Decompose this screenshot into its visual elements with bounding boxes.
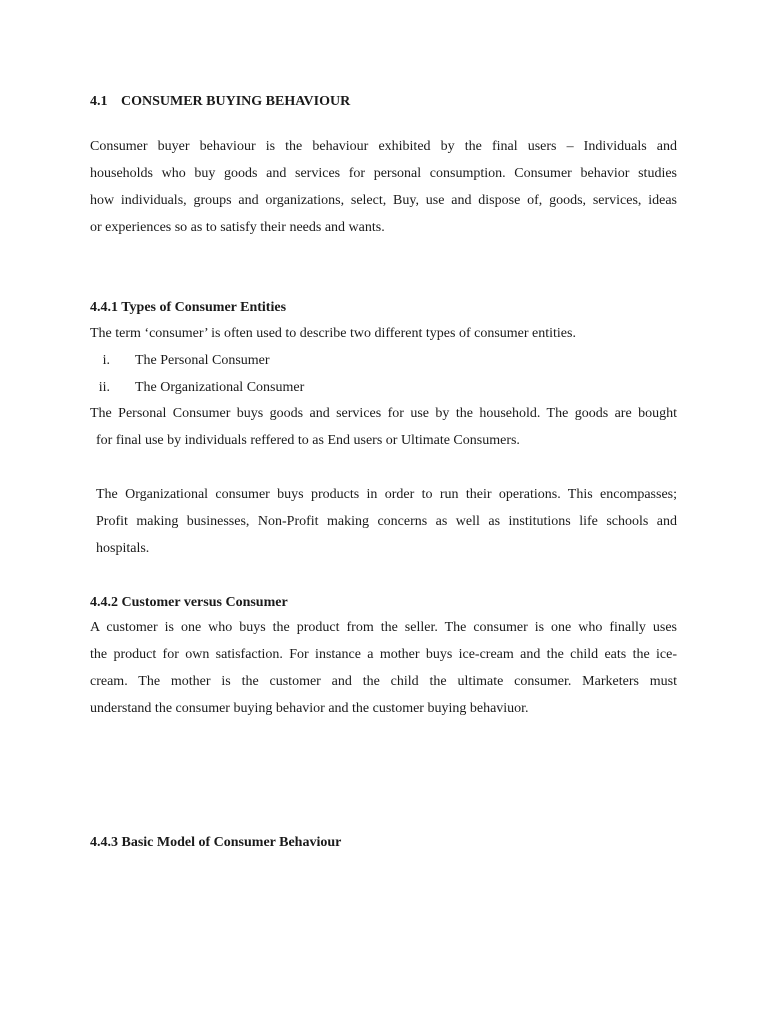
- paragraph-line: The Organizational consumer buys products in order to run their operations. This encompasses;: [96, 487, 677, 502]
- paragraph-line: Consumer buyer behaviour is the behaviour exhibited by the final users – Individuals and: [90, 139, 677, 154]
- paragraph-line: cream. The mother is the customer and the child the ultimate consumer. Marketers must: [90, 674, 677, 689]
- paragraph-line: Profit making businesses, Non-Profit making concerns as well as institutions life schools and: [96, 514, 677, 529]
- list-item-personal-consumer: [90, 347, 490, 374]
- paragraph-line: for final use by individuals reffered to as End users or Ultimate Consumers.: [96, 433, 520, 448]
- section-title: CONSUMER BUYING BEHAVIOUR: [121, 94, 351, 109]
- paragraph-line: hospitals.: [96, 541, 150, 556]
- paragraph-organizational-consumer: [96, 481, 677, 562]
- section-heading-4-1: [90, 94, 350, 110]
- list-item-text: The Personal Consumer: [135, 353, 270, 368]
- paragraph-line: households who buy goods and services for personal consumption. Consumer behavior studies: [90, 166, 677, 181]
- paragraph-line: understand the consumer buying behavior and the customer buying behaviuor.: [90, 701, 529, 716]
- list-marker: i.: [102, 353, 110, 368]
- paragraph-line: the product for own satisfaction. For instance a mother buys ice-cream and the child eats the ice-: [90, 647, 677, 662]
- section-heading-4-4-3: 4.4.3 Basic Model of Consumer Behaviour: [90, 835, 342, 850]
- paragraph-consumer-buyer-behaviour: [90, 133, 677, 241]
- paragraph-line: A customer is one who buys the product from the seller. The consumer is one who finally uses: [90, 620, 677, 635]
- list-item-text: The Organizational Consumer: [135, 380, 305, 395]
- paragraph-customer-versus-consumer: [90, 614, 677, 722]
- section-heading-4-4-2: 4.4.2 Customer versus Consumer: [90, 595, 288, 610]
- list-item-organizational-consumer: [90, 374, 490, 401]
- paragraph-line: how individuals, groups and organizations, select, Buy, use and dispose of, goods, services, ideas: [90, 193, 677, 208]
- paragraph-consumer-entities-intro: The term ‘consumer’ is often used to describe two different types of consumer entities.: [90, 326, 576, 341]
- paragraph-line: The Personal Consumer buys goods and services for use by the household. The goods are bought: [90, 406, 677, 421]
- paragraph-line: or experiences so as to satisfy their needs and wants.: [90, 220, 385, 235]
- section-number: 4.1: [90, 94, 108, 109]
- section-heading-4-4-1: 4.4.1 Types of Consumer Entities: [90, 300, 287, 315]
- paragraph-personal-consumer: [90, 400, 677, 454]
- list-marker: ii.: [98, 380, 110, 395]
